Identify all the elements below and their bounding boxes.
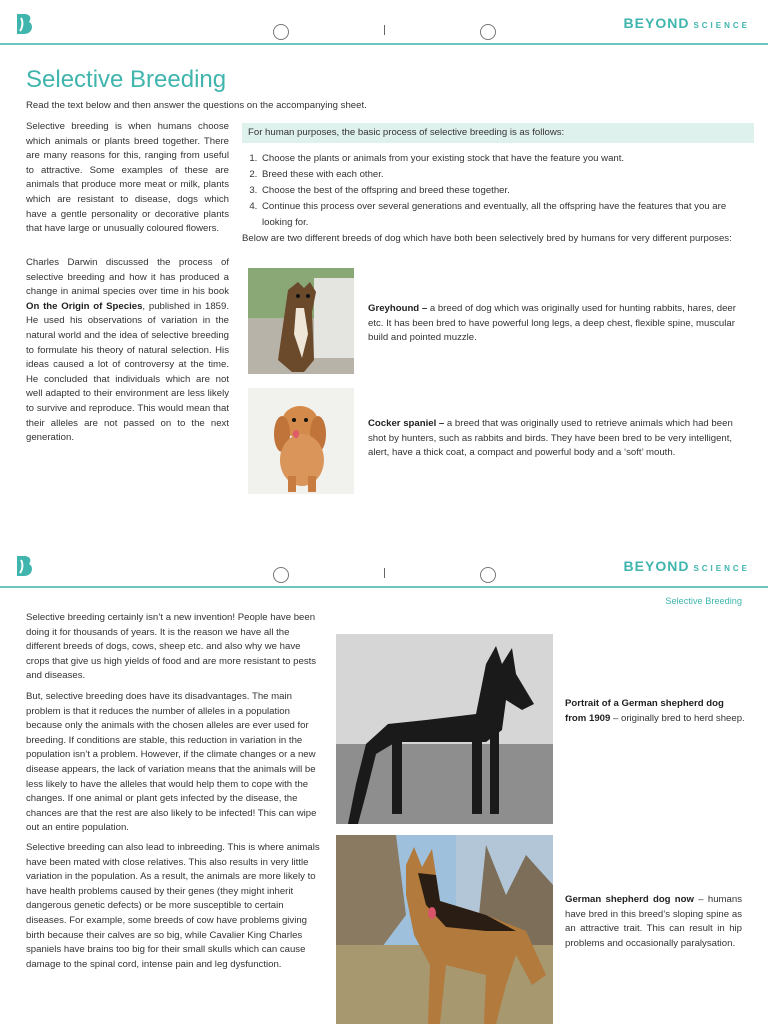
brand-logo: BEYOND SCIENCE <box>623 558 750 574</box>
cocker-spaniel-photo <box>248 388 354 494</box>
running-title: Selective Breeding <box>665 596 742 606</box>
center-mark <box>384 25 385 35</box>
list-item: 4. Continue this process over several generations and eventually, all the offspring have the features that you are looking for. <box>260 199 744 231</box>
left-paragraph-2: Charles Darwin discussed the process of selective breeding and how it has produced a change in animal species over time in his book On the Origin of Species, published in 1859. He used his observations of variation in the natural world and the idea of selective breeding to formulate his theory of natural selection. His ideas caused a lot of controversy at the time. He concluded that individuals which are not well adapted to their environment are less likely to survive and reproduce. This would mean that their alleles are not passed on to the next generation. <box>26 257 229 444</box>
left-paragraph-1: Selective breeding is when humans choose which animals or plants breed together. There are many reasons for this, ranging from useful to attractive. Some examples of these are animals that produce more meat or milk, plants which are resistant to disease, dogs which have a gentle personality or decorative plants that have large or unusually coloured flowers. <box>26 121 229 235</box>
beyond-logo-icon <box>14 12 36 36</box>
paragraph-disadvantages: But, selective breeding does have its disadvantages. The main problem is that it reduces the number of alleles in a population because only the animals with the chosen alleles are ever used for breeding. If conditions are stable, this reduction in variation in the population isn’t a problem. However, if the climate changes or a new disease appears, the lack of variation means that the animals will be less likely to have the alleles that would help them to cope with the changes. If one animal or plant gets infected by the disease, the chances are that the rest are also likely to be infected! This can wipe out an entire population. <box>26 691 317 834</box>
german-shepherd-now-photo <box>336 835 553 1024</box>
dogs-intro: Below are two different breeds of dog which have both been selectively bred by humans for very different purposes: <box>242 233 732 244</box>
cocker-spaniel-description: Cocker spaniel – a breed that was originally used to retrieve animals which had been shot by hunters, such as rabbits and birds. They have been bred to be very intelligent, alert, have a thick coat, a compact and powerful body and a ‘soft’ mouth. <box>368 418 733 459</box>
binder-hole-right <box>480 24 496 40</box>
caption-now: German shepherd dog now – humans have bred in this breed’s sloping spine as an attractive trait. This can result in hip problems and occasionally paralysation. <box>565 894 742 949</box>
greyhound-description: Greyhound – a breed of dog which was originally used for hunting rabbits, hares, deer etc. It has been bred to have powerful long legs, a deep chest, flexible spine, muscular build and pointed muzzle. <box>368 303 736 344</box>
list-item: 3. Choose the best of the offspring and breed these together. <box>260 183 744 199</box>
page-1 <box>0 0 768 512</box>
binder-hole-left <box>273 567 289 583</box>
paragraph-history: Selective breeding certainly isn’t a new invention! People have been doing it for thousands of years. It is the reason we have all the different breeds of dogs, cows, sheep etc. and also why we have crops that give us high yields of food and are more resistant to pests and diseases. <box>26 612 317 682</box>
list-item: 2. Breed these with each other. <box>260 167 744 183</box>
page-title: Selective Breeding <box>26 66 227 93</box>
paragraph-inbreeding: Selective breeding can also lead to inbreeding. This is where animals have been mated with close relatives. This also results in very little variation in the population. As a result, the animals are more likely to have health problems caused by their genes (they might inherit dangerous genetic defects) or be more susceptible to certain diseases. For example, some breeds of cow have problems giving birth because their calves are so big, while Cavalier King Charles spaniels have brains too big for their small skulls which can cause damage to the spinal cord, intense pain and leg dysfunction. <box>26 842 320 970</box>
binder-hole-left <box>273 24 289 40</box>
intro-text: Read the text below and then answer the questions on the accompanying sheet. <box>26 100 367 111</box>
brand-logo: BEYOND SCIENCE <box>623 15 750 31</box>
beyond-logo-icon <box>14 554 36 578</box>
center-mark <box>384 568 385 578</box>
binder-hole-right <box>480 567 496 583</box>
header-rule <box>0 43 768 45</box>
process-callout: For human purposes, the basic process of selective breeding is as follows: <box>242 123 754 143</box>
header-rule <box>0 586 768 588</box>
list-item: 1. Choose the plants or animals from your existing stock that have the feature you want. <box>260 151 744 167</box>
caption-1909: Portrait of a German shepherd dog from 1909 – originally bred to herd sheep. <box>565 698 745 724</box>
greyhound-photo <box>248 268 354 374</box>
german-shepherd-1909-photo <box>336 634 553 824</box>
steps-list <box>244 151 744 231</box>
page-2 <box>0 512 768 1024</box>
